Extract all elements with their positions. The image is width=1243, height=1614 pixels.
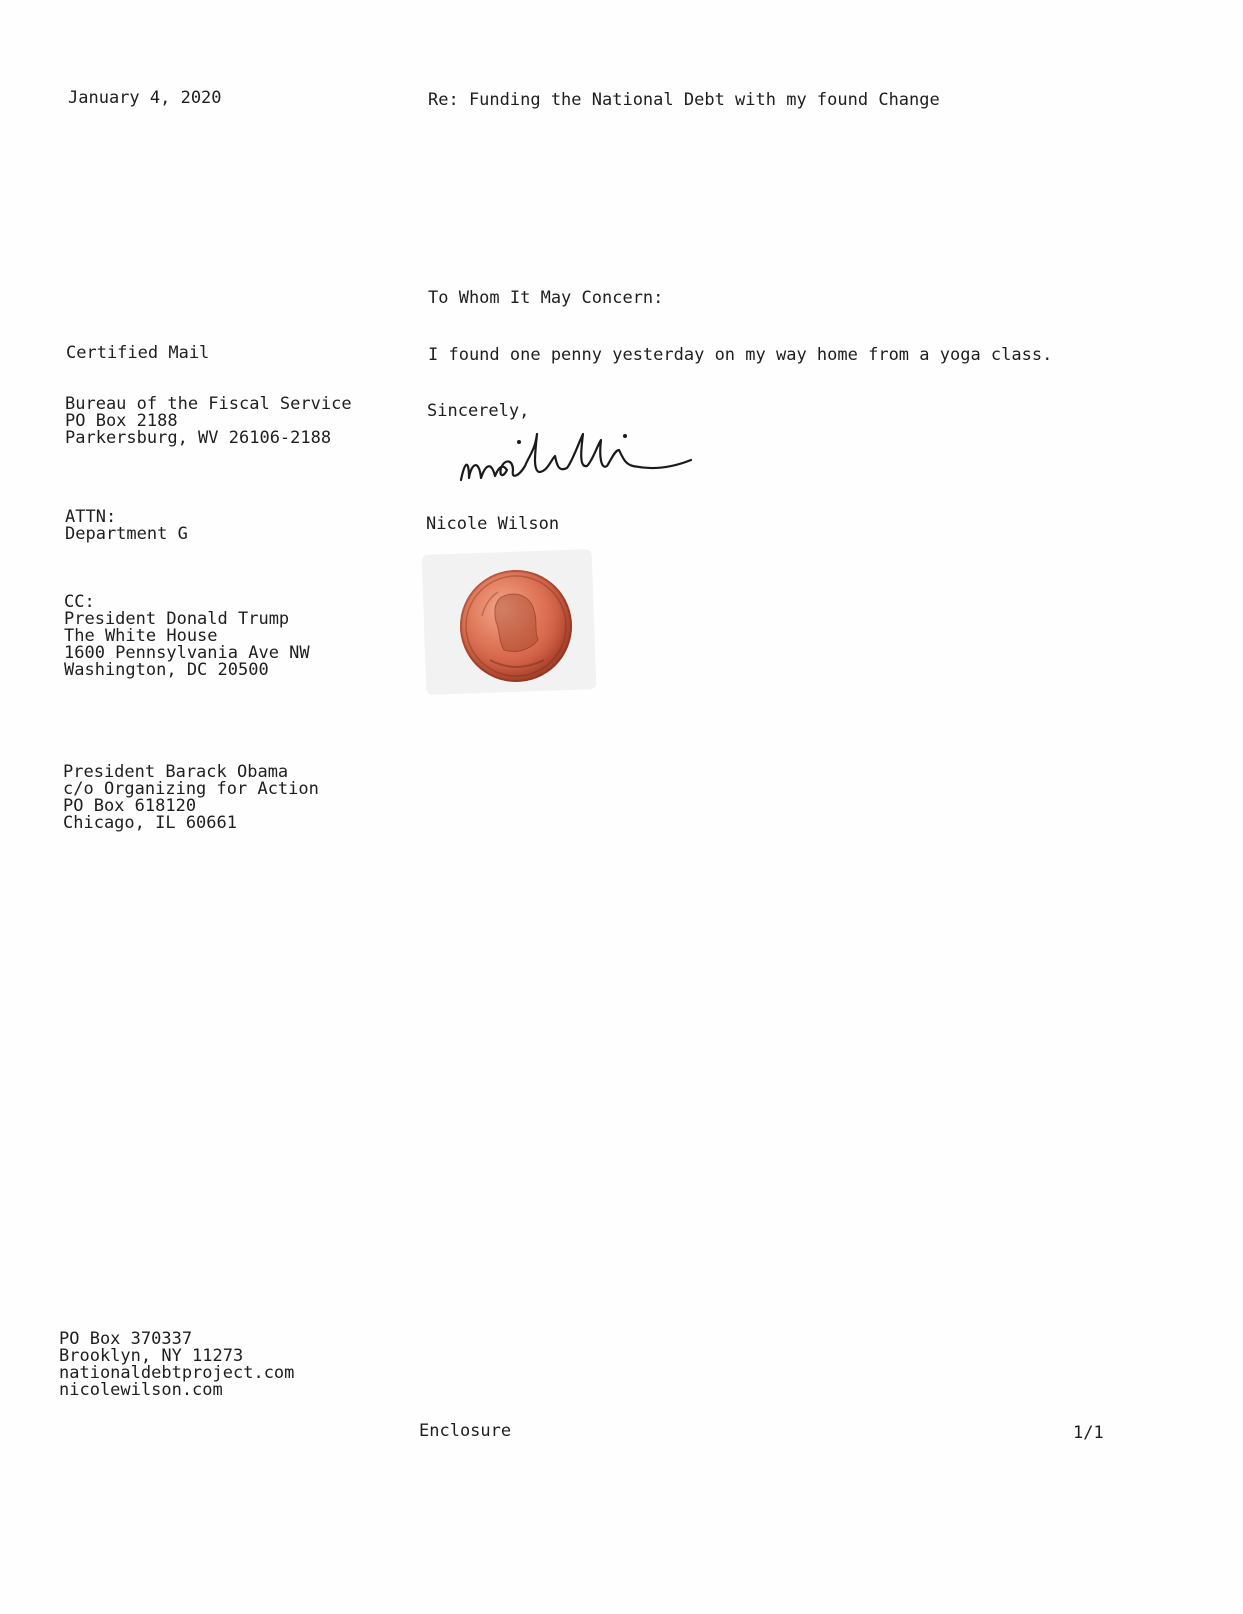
- attn-label: ATTN:: [65, 507, 117, 527]
- cc-line1: c/o Organizing for Action: [63, 779, 319, 799]
- website-link: nicolewilson.com: [59, 1380, 223, 1400]
- sender-line2: Brooklyn, NY 11273: [59, 1346, 244, 1366]
- recipient-org: Bureau of the Fiscal Service: [65, 394, 352, 414]
- mail-method: Certified Mail: [66, 343, 210, 363]
- attn-block: [65, 509, 188, 543]
- cc-line2: 1600 Pennsylvania Ave NW: [64, 643, 310, 663]
- cc-line3: Washington, DC 20500: [64, 660, 269, 680]
- sender-address: [59, 1331, 294, 1399]
- sender-line1: PO Box 370337: [59, 1329, 193, 1349]
- cc-line3: Chicago, IL 60661: [63, 813, 237, 833]
- cc-block-2: [63, 764, 319, 832]
- letter-body: I found one penny yesterday on my way home from a yoga class.: [428, 345, 1053, 365]
- enclosed-penny: [422, 548, 597, 698]
- signature: [455, 420, 710, 495]
- letter-subject: Re: Funding the National Debt with my found Change: [428, 90, 940, 110]
- cc-line1: The White House: [64, 626, 218, 646]
- signer-name: Nicole Wilson: [426, 514, 560, 534]
- page-number: 1/1: [1073, 1423, 1104, 1443]
- attn-dept: Department G: [65, 524, 188, 544]
- cc-name: President Donald Trump: [64, 609, 290, 629]
- enclosure-note: Enclosure: [419, 1421, 512, 1441]
- penny-icon: [460, 570, 572, 682]
- letter-date: January 4, 2020: [68, 88, 222, 108]
- cc-line2: PO Box 618120: [63, 796, 197, 816]
- recipient-line2: Parkersburg, WV 26106-2188: [65, 428, 332, 448]
- cc-block-1: [64, 594, 310, 679]
- salutation: To Whom It May Concern:: [428, 288, 664, 308]
- recipient-line1: PO Box 2188: [65, 411, 178, 431]
- recipient-address: [65, 396, 352, 447]
- closing: Sincerely,: [427, 401, 530, 421]
- cc-name: President Barack Obama: [63, 762, 289, 782]
- cc-label: CC:: [64, 592, 95, 612]
- website-link: nationaldebtproject.com: [59, 1363, 295, 1383]
